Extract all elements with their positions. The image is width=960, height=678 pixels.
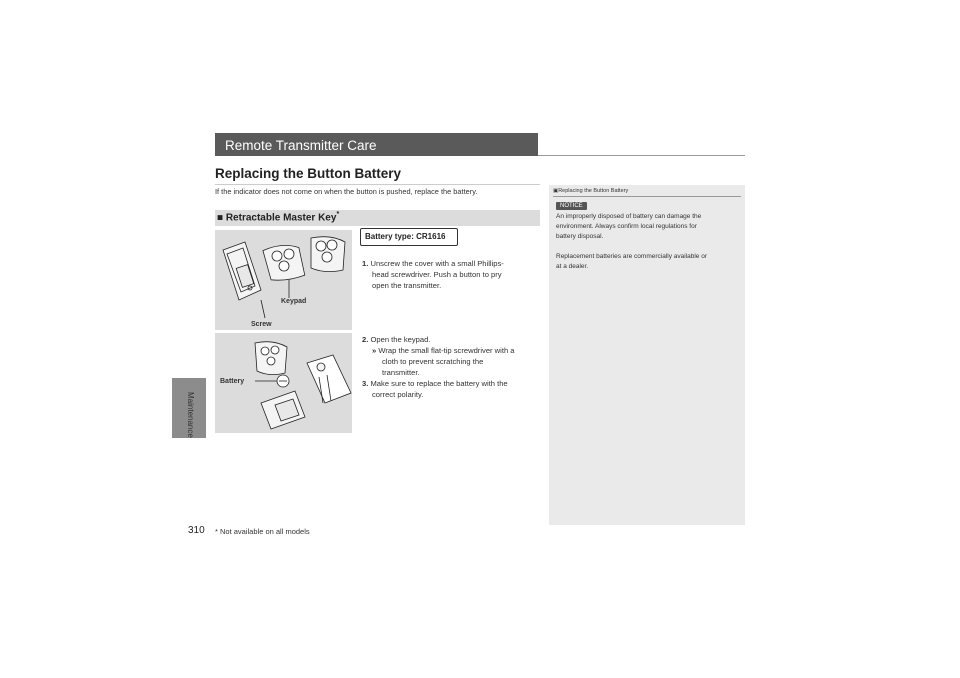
battery-callout: Battery — [220, 378, 245, 385]
intro-rule — [215, 184, 540, 185]
header-rule — [538, 155, 745, 156]
step-line: correct polarity. — [372, 390, 424, 399]
step-1 — [362, 258, 504, 291]
battery-type-box: Battery type: CR1616 — [360, 228, 458, 246]
step-line: Open the keypad. — [370, 335, 431, 344]
notice-line: An improperly disposed of battery can damage the — [556, 213, 702, 220]
figure-unscrew-cover — [215, 230, 352, 330]
page-title: Remote Transmitter Care — [225, 138, 377, 153]
page-number: 310 — [188, 525, 205, 536]
keypad-callout: Keypad — [281, 298, 307, 305]
step-3 — [362, 378, 508, 400]
step-subline: Wrap the small flat-tip screwdriver with a — [378, 346, 515, 355]
notice-line: environment. Always confirm local regulations for — [556, 223, 697, 230]
step-subline: cloth to prevent scratching the — [382, 357, 484, 366]
footnote: * Not available on all models — [215, 527, 310, 536]
step-line: head screwdriver. Push a button to pry — [372, 270, 502, 279]
arrow-icon: » — [372, 346, 377, 355]
chapter-label: Maintenance — [186, 392, 195, 438]
step-number: 3. — [362, 379, 369, 388]
note-line: Replacement batteries are commercially available or — [556, 253, 708, 260]
step-line: Make sure to replace the battery with the — [370, 379, 508, 388]
step-number: 2. — [362, 335, 369, 344]
reference-icon: ▣ — [553, 188, 559, 194]
step-2 — [362, 334, 515, 378]
screw-callout: Screw — [251, 321, 272, 328]
intro-text: If the indicator does not come on when the button is pushed, replace the battery. — [215, 187, 478, 196]
subsection-title: ■ Retractable Master Key* — [217, 211, 340, 224]
transmitter-open-illustration — [215, 230, 352, 330]
step-line: Unscrew the cover with a small Phillips- — [370, 259, 504, 268]
notice-line: battery disposal. — [556, 233, 604, 240]
step-line: open the transmitter. — [372, 281, 442, 290]
note-header: ▣Replacing the Button Battery — [553, 188, 629, 194]
notice-badge: NOTICE — [556, 202, 587, 210]
step-subline: transmitter. — [382, 368, 420, 377]
step-number: 1. — [362, 259, 369, 268]
section-title: Replacing the Button Battery — [215, 166, 402, 181]
note-line: at a dealer. — [556, 263, 589, 270]
note-rule — [553, 196, 741, 197]
